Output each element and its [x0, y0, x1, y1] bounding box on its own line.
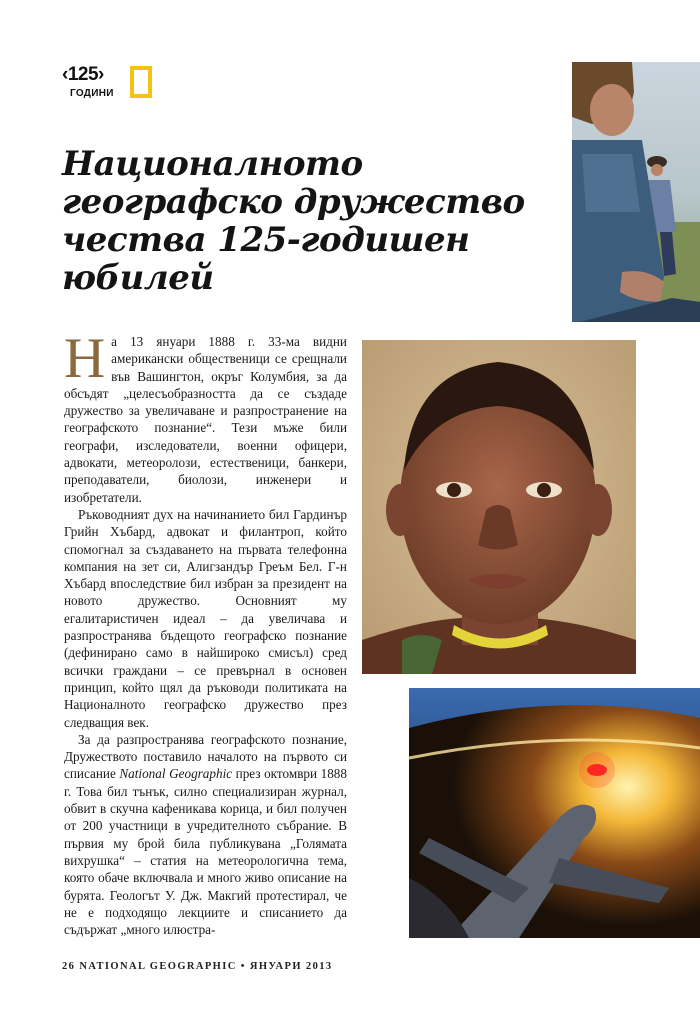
paragraph-3: За да разпространява географското познание, Дружеството поставило началото на първото си списание National Geographic през октомври 1888 г. Това бил тънък, силно специализиран журнал, обвит в скучна кафеникава корица, и бил получен от 200 участници в учредителното събрание. В първия му брой била публикувана „Голямата вихрушка“ – статия на метеорологична тема, която обаче включвала и много живо описание на бурята. Геологът У. Дж. Макгий протестирал, че не е подходящо лекциите и списанието да съдържат „много илюстра-: [64, 731, 347, 938]
article-title: Националното географско дружество чества 125-годишен юбилей: [62, 144, 525, 298]
paragraph-2: Ръководният дух на начинанието бил Гардинър Грийн Хъбард, адвокат и филантроп, който спомогнал за създаването на първата телефонна компания на зет си, Алигзандър Греъм Бел. Г-н Хъбард впоследствие бил избран за президент на новото дружество. Основният му егалитаристичен идеал – да увеличава и разпространява бъдещото географско познание (дефинирано само в найшироко смисъл) сред всички граждани – се превърнал в основен принцип, който щял да ръководи политиката на Националното географско дружество през следващия век.: [64, 506, 347, 730]
footer-separator: •: [240, 961, 246, 972]
page-footer: [62, 961, 333, 972]
photo-airplane: [409, 688, 700, 938]
magazine-name: NATIONAL GEOGRAPHIC: [79, 961, 237, 972]
photo-cowboys: [572, 62, 700, 322]
drop-cap: Н: [64, 327, 106, 390]
paragraph-1: На 13 януари 1888 г. 33-ма видни американски общественици се срещнали във Вашингтон, окръг Колумбия, за да обсъдят „целесъобразността да се създаде дружество за увеличаване и разпространение на географското познание“. Тези мъже били географи, изследователи, военни офицери, адвокати, метеоролози, естественици, банкери, преподаватели, биолози, инженери и изобретатели.: [64, 327, 347, 505]
anniversary-logo: [62, 64, 152, 104]
logo-subtitle: ГОДИНИ: [70, 88, 114, 99]
logo-number: ‹125›: [62, 64, 104, 85]
photo-child-portrait: [362, 340, 636, 674]
magazine-name-italic: National Geographic: [119, 766, 233, 782]
article-body: [64, 327, 347, 938]
yellow-border-icon: [130, 66, 152, 98]
issue-date: ЯНУАРИ 2013: [249, 961, 333, 972]
page-number: 26: [62, 961, 76, 972]
